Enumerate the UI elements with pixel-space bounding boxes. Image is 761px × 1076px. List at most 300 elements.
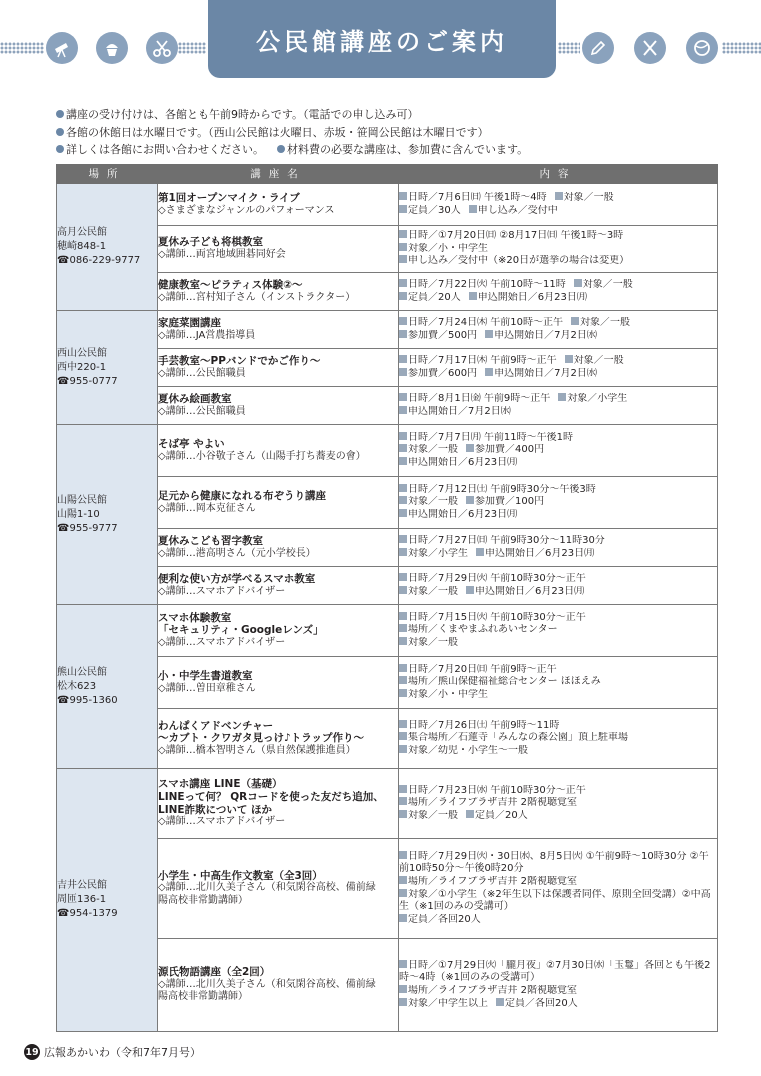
- course-title: 小学生・中高生作文教室（全3回）: [158, 869, 323, 882]
- detail-label: 日時: [408, 719, 428, 731]
- detail-label: 対象: [408, 809, 428, 821]
- detail-line: [399, 810, 717, 823]
- square-bullet-icon: [399, 368, 407, 376]
- detail-line: [399, 732, 717, 745]
- detail-line: [399, 255, 717, 268]
- detail-line: [399, 785, 717, 798]
- detail-line: [399, 292, 717, 305]
- detail-label: 対象: [408, 997, 428, 1009]
- square-bullet-icon: [399, 785, 407, 793]
- square-bullet-icon: [399, 586, 407, 594]
- course-title: 源氏物語講座（全2回）: [158, 966, 271, 979]
- detail-value: ／7月2日㈬: [458, 405, 511, 417]
- detail-label: 集合場所: [408, 732, 448, 744]
- content-cell: [399, 273, 718, 311]
- notice-line: [56, 141, 716, 159]
- detail-label: 申し込み: [408, 255, 448, 267]
- square-bullet-icon: [399, 292, 407, 300]
- detail-line: [399, 586, 717, 599]
- detail-value: ／ライフプラザ吉井 2階視聴覚室: [428, 985, 577, 996]
- detail-line: [399, 230, 717, 243]
- detail-value: ／①7月20日㈰ ②8月17日㈰ 午後1時～3時: [428, 230, 624, 242]
- detail-value: ／7月22日㈫ 午前10時～11時: [428, 278, 566, 290]
- detail-line: [399, 535, 717, 548]
- footer: [24, 1044, 201, 1060]
- content-cell: [399, 226, 718, 273]
- course-title: 家庭菜園講座: [158, 316, 221, 329]
- course-cell: [158, 425, 399, 477]
- table-row: [57, 425, 718, 477]
- detail-value: ／小学生: [428, 547, 468, 559]
- course-instructor: ◇講師…スマホアドバイザー: [158, 816, 286, 828]
- detail-label: 対象: [567, 392, 588, 404]
- detail-line: [399, 496, 717, 509]
- square-bullet-icon: [571, 317, 579, 325]
- detail-label: 日時: [408, 850, 428, 862]
- page-title: 公民館講座のご案内: [208, 0, 556, 78]
- header-dots-mid-left: [178, 42, 206, 54]
- course-cell: [158, 184, 399, 226]
- detail-line: [399, 689, 717, 702]
- detail-label: 場所: [408, 875, 428, 887]
- detail-value: ／30人: [428, 204, 461, 216]
- course-title: 手芸教室～PPバンドでかご作り～: [158, 354, 321, 367]
- square-bullet-icon: [466, 444, 474, 452]
- detail-value: ／7月2日㈬: [544, 329, 597, 341]
- detail-value: ／受付中: [517, 204, 558, 216]
- detail-line: [399, 960, 717, 985]
- detail-label: 定員: [408, 913, 428, 925]
- detail-label: 対象: [408, 242, 428, 254]
- square-bullet-icon: [399, 876, 407, 884]
- detail-label: 定員: [408, 291, 428, 303]
- detail-value: ／①小学生（※2年生以下は保護者同伴、原則全回受講）②中高生（※1回のみの受講可）: [399, 888, 711, 913]
- detail-value: ／ライフプラザ吉井 2階視聴覚室: [428, 875, 577, 887]
- detail-value: ／石蓮寺「みんなの森公園」頂上駐車場: [448, 732, 628, 744]
- ball-icon: [686, 32, 718, 64]
- detail-value: ／6月23日㈪: [527, 291, 587, 303]
- detail-value: ／20人: [495, 809, 528, 821]
- course-cell: [158, 477, 399, 529]
- header-dots-right: [722, 42, 761, 54]
- venue-tel: ☎086-229-9777: [57, 255, 141, 266]
- detail-label: 場所: [408, 624, 428, 636]
- square-bullet-icon: [399, 960, 407, 968]
- detail-value: ／各回20人: [428, 913, 481, 925]
- detail-label: 申込開始日: [494, 367, 545, 379]
- venue-address: 西中220-1: [57, 361, 107, 373]
- course-instructor: ◇さまざまなジャンルのパフォーマンス: [158, 204, 335, 216]
- detail-label: 対象: [408, 547, 428, 559]
- square-bullet-icon: [399, 745, 407, 753]
- detail-label: 対象: [408, 636, 428, 648]
- venue-name: 吉井公民館: [57, 880, 107, 891]
- detail-value: ／20人: [428, 291, 461, 303]
- square-bullet-icon: [399, 797, 407, 805]
- square-bullet-icon: [565, 355, 573, 363]
- detail-line: [399, 355, 717, 368]
- square-bullet-icon: [399, 279, 407, 287]
- detail-line: [399, 432, 717, 445]
- content-cell: [399, 567, 718, 605]
- detail-label: 申込開始日: [475, 585, 525, 597]
- detail-line: [399, 676, 717, 689]
- detail-label: 対象: [408, 585, 428, 597]
- detail-line: [399, 876, 717, 889]
- square-bullet-icon: [399, 535, 407, 543]
- venue-name: 西山公民館: [57, 347, 107, 359]
- notice-text: 各館の休館日は水曜日です。（西山公民館は火曜日、赤坂・笹岡公民館は木曜日です）: [66, 125, 489, 139]
- detail-line: [399, 797, 717, 810]
- scissors-icon: [146, 32, 178, 64]
- square-bullet-icon: [399, 676, 407, 684]
- course-instructor: ◇講師…両宮地域囲碁同好会: [158, 249, 286, 260]
- venue-cell: [57, 605, 158, 769]
- square-bullet-icon: [399, 732, 407, 740]
- detail-line: [399, 205, 717, 218]
- detail-label: 定員: [475, 809, 495, 821]
- content-cell: [399, 425, 718, 477]
- course-title: LINE詐欺について ほか: [158, 803, 273, 816]
- detail-value: ／8月1日㈮ 午前9時～正午: [428, 392, 551, 404]
- detail-label: 日時: [408, 483, 428, 495]
- detail-value: ／7月23日㈬ 午前10時30分～正午: [428, 784, 586, 796]
- detail-label: 対象: [408, 744, 428, 756]
- table-row: [57, 769, 718, 839]
- detail-label: 日時: [408, 572, 428, 584]
- detail-line: [399, 612, 717, 625]
- square-bullet-icon: [469, 205, 477, 213]
- detail-value: ／7月29日㈫ 午前10時30分～正午: [428, 572, 586, 584]
- detail-label: 日時: [408, 959, 428, 971]
- detail-value: ／6月23日㈪: [535, 547, 595, 559]
- detail-line: [399, 279, 717, 292]
- square-bullet-icon: [399, 914, 407, 922]
- square-bullet-icon: [399, 720, 407, 728]
- detail-label: 日時: [408, 392, 428, 404]
- detail-value: ／7月6日㈰ 午後1時～4時: [428, 191, 547, 203]
- detail-label: 日時: [408, 354, 428, 366]
- content-cell: [399, 477, 718, 529]
- cupcake-icon: [96, 32, 128, 64]
- square-bullet-icon: [485, 368, 493, 376]
- square-bullet-icon: [399, 457, 407, 465]
- venue-cell: [57, 311, 158, 425]
- header-venue: 場所: [57, 165, 158, 184]
- square-bullet-icon: [399, 330, 407, 338]
- course-cell: [158, 709, 399, 769]
- bullet-icon: [56, 128, 64, 136]
- notice-line: [56, 124, 716, 142]
- square-bullet-icon: [399, 810, 407, 818]
- square-bullet-icon: [476, 548, 484, 556]
- detail-value: ／小・中学生: [428, 242, 488, 254]
- course-instructor: ◇講師…岡本克征さん: [158, 502, 256, 514]
- venue-address: 周匝136-1: [57, 894, 107, 905]
- course-instructor: ◇講師…公民館職員: [158, 367, 246, 379]
- detail-value: ／7月24日㈭ 午前10時～正午: [428, 316, 563, 328]
- table-row: [57, 605, 718, 657]
- detail-value: ／7月12日㈯ 午前9時30分～午後3時: [428, 483, 596, 495]
- course-title: 便利な使い方が学べるスマホ教室: [158, 572, 316, 585]
- content-cell: [399, 184, 718, 226]
- detail-line: [399, 368, 717, 381]
- content-cell: [399, 605, 718, 657]
- course-instructor: ◇講師…曽田章稚さん: [158, 682, 256, 694]
- course-instructor: ◇講師…北川久美子さん（和気閑谷高校、備前緑: [158, 882, 376, 894]
- detail-label: 参加費: [475, 496, 505, 508]
- venue-address: 山陽1-10: [57, 508, 100, 520]
- detail-value: ／ライフプラザ吉井 2階視聴覚室: [428, 797, 577, 809]
- detail-label: 対象: [408, 496, 428, 508]
- detail-label: 申込開始日: [494, 329, 545, 341]
- course-instructor: 陽高校非常勤講師）: [158, 894, 248, 906]
- notice-text: 講座の受け付けは、各館とも午前9時からです。（電話での申し込み可）: [66, 108, 419, 121]
- detail-value: ／小学生: [587, 392, 628, 404]
- content-cell: [399, 529, 718, 567]
- detail-label: 申込開始日: [408, 456, 458, 468]
- detail-value: ／7月7日㈪ 午前11時～午後1時: [428, 431, 573, 443]
- detail-label: 定員: [408, 204, 428, 216]
- detail-line: [399, 745, 717, 758]
- detail-label: 参加費: [408, 367, 438, 379]
- detail-line: [399, 720, 717, 733]
- course-cell: [158, 567, 399, 605]
- detail-value: ／7月27日㈰ 午前9時30分～11時30分: [428, 534, 605, 546]
- square-bullet-icon: [399, 548, 407, 556]
- course-instructor: ◇講師…JA営農指導員: [158, 329, 256, 341]
- square-bullet-icon: [399, 432, 407, 440]
- square-bullet-icon: [399, 444, 407, 452]
- detail-label: 参加費: [475, 444, 505, 456]
- venue-tel: ☎995-1360: [57, 694, 118, 706]
- square-bullet-icon: [399, 637, 407, 645]
- square-bullet-icon: [466, 810, 474, 818]
- detail-value: ／600円: [438, 367, 478, 379]
- detail-label: 参加費: [408, 329, 438, 341]
- square-bullet-icon: [466, 496, 474, 504]
- detail-value: ／7月17日㈭ 午前9時～正午: [428, 354, 557, 366]
- venue-cell: [57, 184, 158, 311]
- bullet-icon: [56, 110, 64, 118]
- detail-line: [399, 509, 717, 522]
- detail-label: 日時: [408, 191, 428, 203]
- content-cell: [399, 387, 718, 425]
- detail-label: 定員: [505, 997, 525, 1009]
- course-title: スマホ講座 LINE（基礎）: [158, 778, 283, 791]
- square-bullet-icon: [399, 664, 407, 672]
- venue-name: 山陽公民館: [57, 494, 107, 506]
- detail-line: [399, 457, 717, 470]
- detail-label: 日時: [408, 316, 428, 328]
- course-instructor: ◇講師…港高明さん（元小学校長）: [158, 547, 316, 559]
- square-bullet-icon: [399, 612, 407, 620]
- lecture-table: [56, 164, 718, 1032]
- detail-label: 日時: [408, 278, 428, 290]
- course-title: 小・中学生書道教室: [158, 669, 253, 682]
- detail-value: ／一般: [428, 636, 458, 648]
- course-title: 健康教室～ピラティス体験②～: [158, 278, 303, 291]
- venue-name: 熊山公民館: [57, 666, 107, 678]
- square-bullet-icon: [399, 851, 407, 859]
- detail-label: 場所: [408, 797, 428, 809]
- square-bullet-icon: [399, 484, 407, 492]
- detail-value: ／6月23日㈪: [458, 456, 518, 468]
- course-title: 夏休みこども習字教室: [158, 534, 263, 547]
- detail-label: 対象: [573, 354, 594, 366]
- course-title: わんぱくアドベンチャー: [158, 719, 274, 732]
- detail-line: [399, 573, 717, 586]
- square-bullet-icon: [485, 330, 493, 338]
- detail-value: ／中学生以上: [428, 997, 488, 1009]
- detail-value: ／一般: [602, 278, 633, 290]
- detail-label: 日時: [408, 534, 428, 546]
- detail-value: ／一般: [428, 809, 458, 821]
- detail-value: ／6月23日㈪: [525, 585, 585, 597]
- detail-value: ／一般: [593, 354, 624, 366]
- detail-line: [399, 998, 717, 1011]
- content-cell: [399, 349, 718, 387]
- venue-name: 高月公民館: [57, 227, 107, 238]
- course-cell: [158, 939, 399, 1032]
- course-instructor: 陽高校非常勤講師）: [158, 991, 248, 1003]
- detail-label: 日時: [408, 230, 428, 242]
- square-bullet-icon: [555, 192, 563, 200]
- course-title: LINEって何？ QRコードを使った友だち追加、: [158, 790, 384, 803]
- venue-tel: ☎954-1379: [57, 908, 118, 919]
- detail-label: 申込開始日: [408, 405, 458, 417]
- square-bullet-icon: [466, 586, 474, 594]
- detail-line: [399, 914, 717, 927]
- detail-line: [399, 444, 717, 457]
- detail-line: [399, 243, 717, 256]
- square-bullet-icon: [469, 292, 477, 300]
- pencil-icon: [582, 32, 614, 64]
- page-number: 19: [24, 1044, 40, 1060]
- detail-value: ／一般: [428, 585, 458, 597]
- course-title: 「セキュリティ・Googleレンズ」: [158, 624, 324, 637]
- square-bullet-icon: [399, 998, 407, 1006]
- detail-value: ／一般: [600, 316, 630, 328]
- course-title: 第1回オープンマイク・ライブ: [158, 191, 300, 204]
- notice-list: [56, 106, 716, 159]
- course-title: スマホ体験教室: [158, 611, 232, 624]
- course-instructor: ◇講師…スマホアドバイザー: [158, 585, 286, 597]
- table-row: [57, 311, 718, 349]
- square-bullet-icon: [399, 624, 407, 632]
- detail-value: ／400円: [505, 444, 545, 456]
- detail-value: ／7月29日㈫・30日㈬、8月5日㈫ ①午前9時～10時30分 ②午前10時50分～午後0時20分: [399, 850, 709, 875]
- detail-value: ／500円: [438, 329, 478, 341]
- header-course-name: 講座名: [158, 165, 399, 184]
- detail-value: ／一般: [583, 191, 614, 203]
- detail-label: 日時: [408, 611, 428, 623]
- course-title: 足元から健康になれる布ぞうり講座: [158, 489, 326, 502]
- course-cell: [158, 311, 399, 349]
- venue-address: 穂崎848-1: [57, 241, 107, 252]
- content-cell: [399, 311, 718, 349]
- detail-value: ／受付中（※20日が選挙の場合は変更）: [448, 255, 630, 267]
- detail-line: [399, 985, 717, 998]
- notice-line: [56, 106, 716, 124]
- square-bullet-icon: [399, 205, 407, 213]
- detail-line: [399, 664, 717, 677]
- notice-text: 材料費の必要な講座は、参加費に含んでいます。: [287, 143, 529, 156]
- detail-value: ／熊山保健福祉総合センター ほほえみ: [428, 676, 601, 688]
- content-cell: [399, 839, 718, 939]
- square-bullet-icon: [399, 317, 407, 325]
- table-row: [57, 184, 718, 226]
- square-bullet-icon: [399, 985, 407, 993]
- detail-label: 対象: [408, 444, 428, 456]
- square-bullet-icon: [399, 889, 407, 897]
- square-bullet-icon: [496, 998, 504, 1006]
- detail-value: ／一般: [428, 496, 458, 508]
- square-bullet-icon: [399, 255, 407, 263]
- course-cell: [158, 605, 399, 657]
- detail-line: [399, 192, 717, 205]
- detail-label: 申込開始日: [408, 508, 458, 520]
- course-instructor: ◇講師…宮村知子さん（インストラクター）: [158, 291, 356, 303]
- course-instructor: ◇講師…スマホアドバイザー: [158, 636, 286, 648]
- detail-label: 対象: [580, 316, 600, 328]
- detail-value: ／一般: [428, 444, 458, 456]
- venue-tel: ☎955-0777: [57, 375, 118, 387]
- course-cell: [158, 387, 399, 425]
- detail-label: 対象: [582, 278, 603, 290]
- content-cell: [399, 769, 718, 839]
- detail-line: [399, 889, 717, 914]
- content-cell: [399, 709, 718, 769]
- venue-cell: [57, 425, 158, 605]
- detail-value: ／7月26日㈯ 午前9時～11時: [428, 719, 560, 731]
- detail-label: 対象: [408, 688, 428, 700]
- notice-text: 詳しくは各館にお問い合わせください。: [66, 143, 264, 156]
- table-header-row: [57, 165, 718, 184]
- detail-label: 申込開始日: [485, 547, 535, 559]
- course-instructor: ◇講師…橋本智明さん（県自然保護推進員）: [158, 744, 356, 756]
- square-bullet-icon: [399, 509, 407, 517]
- course-cell: [158, 349, 399, 387]
- square-bullet-icon: [399, 496, 407, 504]
- course-cell: [158, 839, 399, 939]
- detail-line: [399, 330, 717, 343]
- square-bullet-icon: [399, 355, 407, 363]
- detail-value: ／くまやまふれあいセンター: [428, 624, 558, 636]
- course-title: ～カブト・クワガタ見っけ♪トラップ作り～: [158, 732, 364, 745]
- square-bullet-icon: [574, 279, 582, 287]
- detail-line: [399, 548, 717, 561]
- square-bullet-icon: [399, 243, 407, 251]
- header-dots-left: [0, 42, 44, 54]
- detail-label: 対象: [563, 191, 584, 203]
- content-cell: [399, 939, 718, 1032]
- detail-value: ／7月15日㈫ 午前10時30分～正午: [428, 611, 586, 623]
- square-bullet-icon: [399, 689, 407, 697]
- detail-value: ／小・中学生: [428, 688, 488, 700]
- detail-value: ／①7月29日㈫「朧月夜」②7月30日㈬「玉鬘」各回とも午後2時～4時（※1回のみの受講可）: [399, 959, 711, 984]
- detail-value: ／7月20日㈰ 午前9時～正午: [428, 663, 557, 675]
- course-cell: [158, 529, 399, 567]
- bullet-icon: [56, 145, 64, 153]
- square-bullet-icon: [399, 230, 407, 238]
- detail-label: 申込開始日: [477, 291, 528, 303]
- detail-label: 場所: [408, 985, 428, 996]
- content-cell: [399, 657, 718, 709]
- detail-label: 日時: [408, 784, 428, 796]
- detail-value: ／7月2日㈬: [544, 367, 597, 379]
- detail-line: [399, 317, 717, 330]
